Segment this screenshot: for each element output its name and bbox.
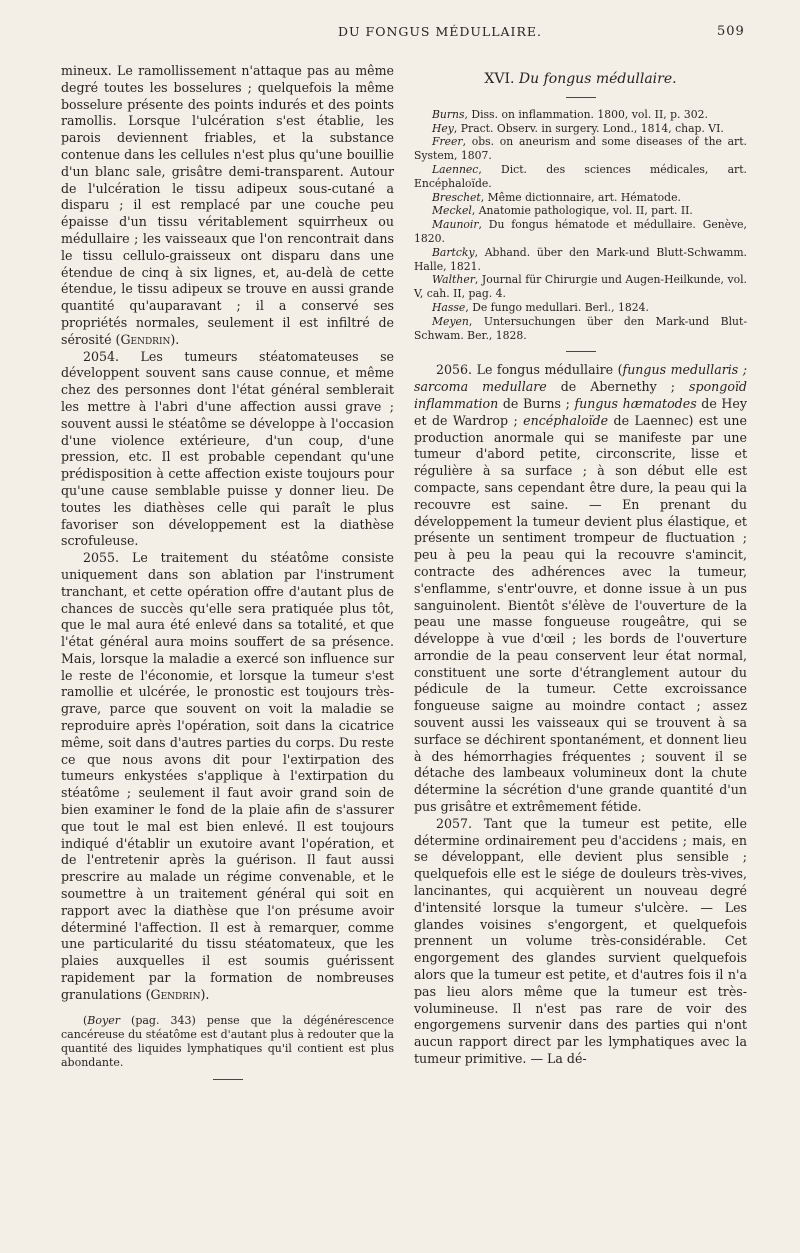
bib-entry: Hey, Pract. Observ. in surgery. Lond., 1814, chap. VI. (432, 121, 724, 135)
section-number: XVI. (484, 71, 515, 87)
paragraph-continuation: mineux. Le ramollissement n'attaque pas au même degré toutes les bosselures ; quelquefois la même bosselure présente des points indurés et des points ramollis. Lorsque l'ulcération s'est établie, les parois deviennent friables, et la substance contenue dans les cellules n'est plus qu'une bouillie d'un blanc sale, grisâtre demi-transparent. Autour de l'ulcération le tissu adipeux sous-cutané a disparu ; il est remplacé par une couche peu épaisse d'un tissu véritablement squirrheux ou médullaire ; les vaisseaux que l'on rencontrait dans le tissu cellulo-graisseux ont disparu dans une étendue de cinq à six lignes, et, au-delà de cette étendue, le tissu adipeux se trouve en aussi grande quantité qu'auparavant ; il a conservé ses propriétés normales, seulement il est infiltré de sérosité (Gendrin). (61, 63, 394, 347)
running-header (0, 20, 800, 42)
bib-entry: Breschet, Même dictionnaire, art. Hématode. (432, 190, 681, 204)
citation-author: Gendrin (150, 986, 201, 1002)
bib-entry: Maunoir, Du fongus hématode et médullaire. Genève, 1820. (414, 218, 747, 245)
bib-entry: Burns, Diss. on inflammation. 1800, vol. II, p. 302. (432, 107, 708, 121)
paragraph-2056: 2056. Le fongus médullaire (fungus medullaris ; sarcoma medullare de Abernethy ; spongoïd inflammation de Burns ; fungus hæmatodes de Hey et de Wardrop ; encéphaloïde de Laennec) est une production anormale qui se manifeste par une tumeur d'abord petite, circonscrite, lisse et régulière à sa surface ; à son début elle est compacte, sans cependant être dure, la peau qui la recouvre est saine. — En prenant du développement la tumeur devient plus élastique, et présente un sentiment trompeur de fluctuation ; peu à peu la peau qui la recouvre s'amincit, contracte des adhérences avec la tumeur, s'enflamme, s'entr'ouvre, et donne issue à un pus sanguinolent. Bientôt s'élève de l'ouverture de la peau une masse fongueuse rougeâtre, qui se développe à vue d'œil ; les bords de l'ouverture arrondie de la peau conservent leur état normal, constituent une sorte d'étranglement autour du pédicule de la tumeur. Cette excroissance fongueuse saigne au moindre contact ; assez souvent aussi les vaisseaux qui se trouvent à sa surface se déchirent spontanément, et donnent lieu à des hémorrhagies fréquentes ; souvent il se détache des lambeaux volumineux dont la chute détermine la sécrétion d'une grande quantité d'un pus grisâtre et extrêmement fétide. (414, 362, 747, 815)
paragraph-2054: 2054. Les tumeurs stéatomateuses se développent souvent sans cause connue, et même chez des personnes dont l'état général semblerait les mettre à l'abri d'une affection aussi grave ; souvent aussi le stéatôme se développe à l'occasion d'une violence extérieure, d'un coup, d'une pression, etc. Il est probable cependant qu'une prédisposition à cette affection existe toujours pour qu'une cause semblable puisse y donner lieu. De toutes les diathèses celle qui paraît le plus favoriser son développement est la diathèse scrofuleuse. (61, 348, 394, 549)
paragraph-2055: 2055. Le traitement du stéatôme consiste uniquement dans son ablation par l'instrument tranchant, et cette opération offre d'autant plus de chances de succès qu'elle sera pratiquée plus tôt, que le mal aura été enlevé dans sa totalité, et que l'état général aura moins souffert de sa présence. Mais, lorsque la maladie a exercé son influence sur le reste de l'économie, et lorsque la tumeur s'est ramollie et ulcérée, le pronostic est toujours très-grave, parce que souvent on voit la maladie se reproduire après l'opération, soit dans la cicatrice même, soit dans d'autres parties du corps. Du reste ce que nous avons dit pour l'extirpation des tumeurs enkystées s'applique à l'extirpation du stéatôme ; seulement il faut avoir grand soin de bien examiner le fond de la plaie afin de s'assurer que tout le mal est bien enlevé. Il est toujours indiqué d'établir un exutoire avant l'opération, et de l'entretenir après la guérison. Il faut aussi prescrire au malade un régime convenable, et le soumettre à un traitement général qui soit en rapport avec la diathèse que l'on présume avoir déterminé l'affection. Il est à remarquer, comme une particularité du tissu stéatomateux, que les plaies auxquelles il est soumis guérissent rapidement par la formation de nombreuses granulations (Gendrin). (61, 550, 394, 1002)
section-title: Du fongus médullaire. (518, 71, 677, 87)
footnote: (Boyer (pag. 343) pense que la dégénérescence cancéreuse du stéatôme est d'autant plus à redouter que la quantité des liquides lymphatiques qu'il contient est plus abondante. (61, 1013, 394, 1069)
bib-entry: Meyen, Untersuchungen über den Mark-und Blut-Schwam. Ber., 1828. (414, 314, 747, 342)
section-heading (414, 71, 747, 88)
page-number: 509 (717, 24, 745, 39)
citation-author: Gendrin (120, 331, 171, 347)
paragraph-2057: 2057. Tant que la tumeur est petite, elle détermine ordinairement peu d'accidens ; mais, en se développant, elle devient plus sensible ; quelquefois elle est le siége de douleurs très-vives, lancinantes, qui acquièrent un nouveau degré d'intensité lorsque la tumeur s'ulcère. — Les glandes voisines s'engorgent, et quelquefois prennent un volume très-considérable. Cet engorgement des glandes survient quelquefois alors que la tumeur est petite, et d'autres fois il n'a pas lieu alors même que la tumeur est très-volumineuse. Il n'est pas rare de voir des engorgemens survenir dans des parties qui n'ont aucun rapport direct par les lymphatiques avec la tumeur primitive. — La dé- (414, 815, 747, 1067)
bib-entry: Laennec, Dict. des sciences médicales, art. Encéphaloïde. (414, 162, 747, 190)
running-title: DU FONGUS MÉDULLAIRE. (338, 24, 543, 39)
bib-entry: Walther, Journal für Chirurgie und Augen-Heilkunde, vol. V, cah. II, pag. 4. (414, 273, 747, 301)
right-column (414, 63, 747, 1068)
separator-rule (566, 351, 596, 352)
bib-entry: Meckel, Anatomie pathologique, vol. II, part. II. (432, 204, 693, 218)
bibliography (414, 108, 747, 343)
left-column (61, 63, 394, 1090)
separator-rule (213, 1079, 243, 1080)
bib-entry: Hasse, De fungo medullari. Berl., 1824. (432, 300, 649, 314)
bib-entry: Freer, obs. on aneurism and some diseases of the art. System, 1807. (414, 135, 747, 163)
bib-entry: Bartcky, Abhand. über den Mark-und Blutt-Schwamm. Halle, 1821. (414, 245, 747, 273)
note-author: Boyer (87, 1013, 120, 1027)
separator-rule (566, 97, 596, 98)
